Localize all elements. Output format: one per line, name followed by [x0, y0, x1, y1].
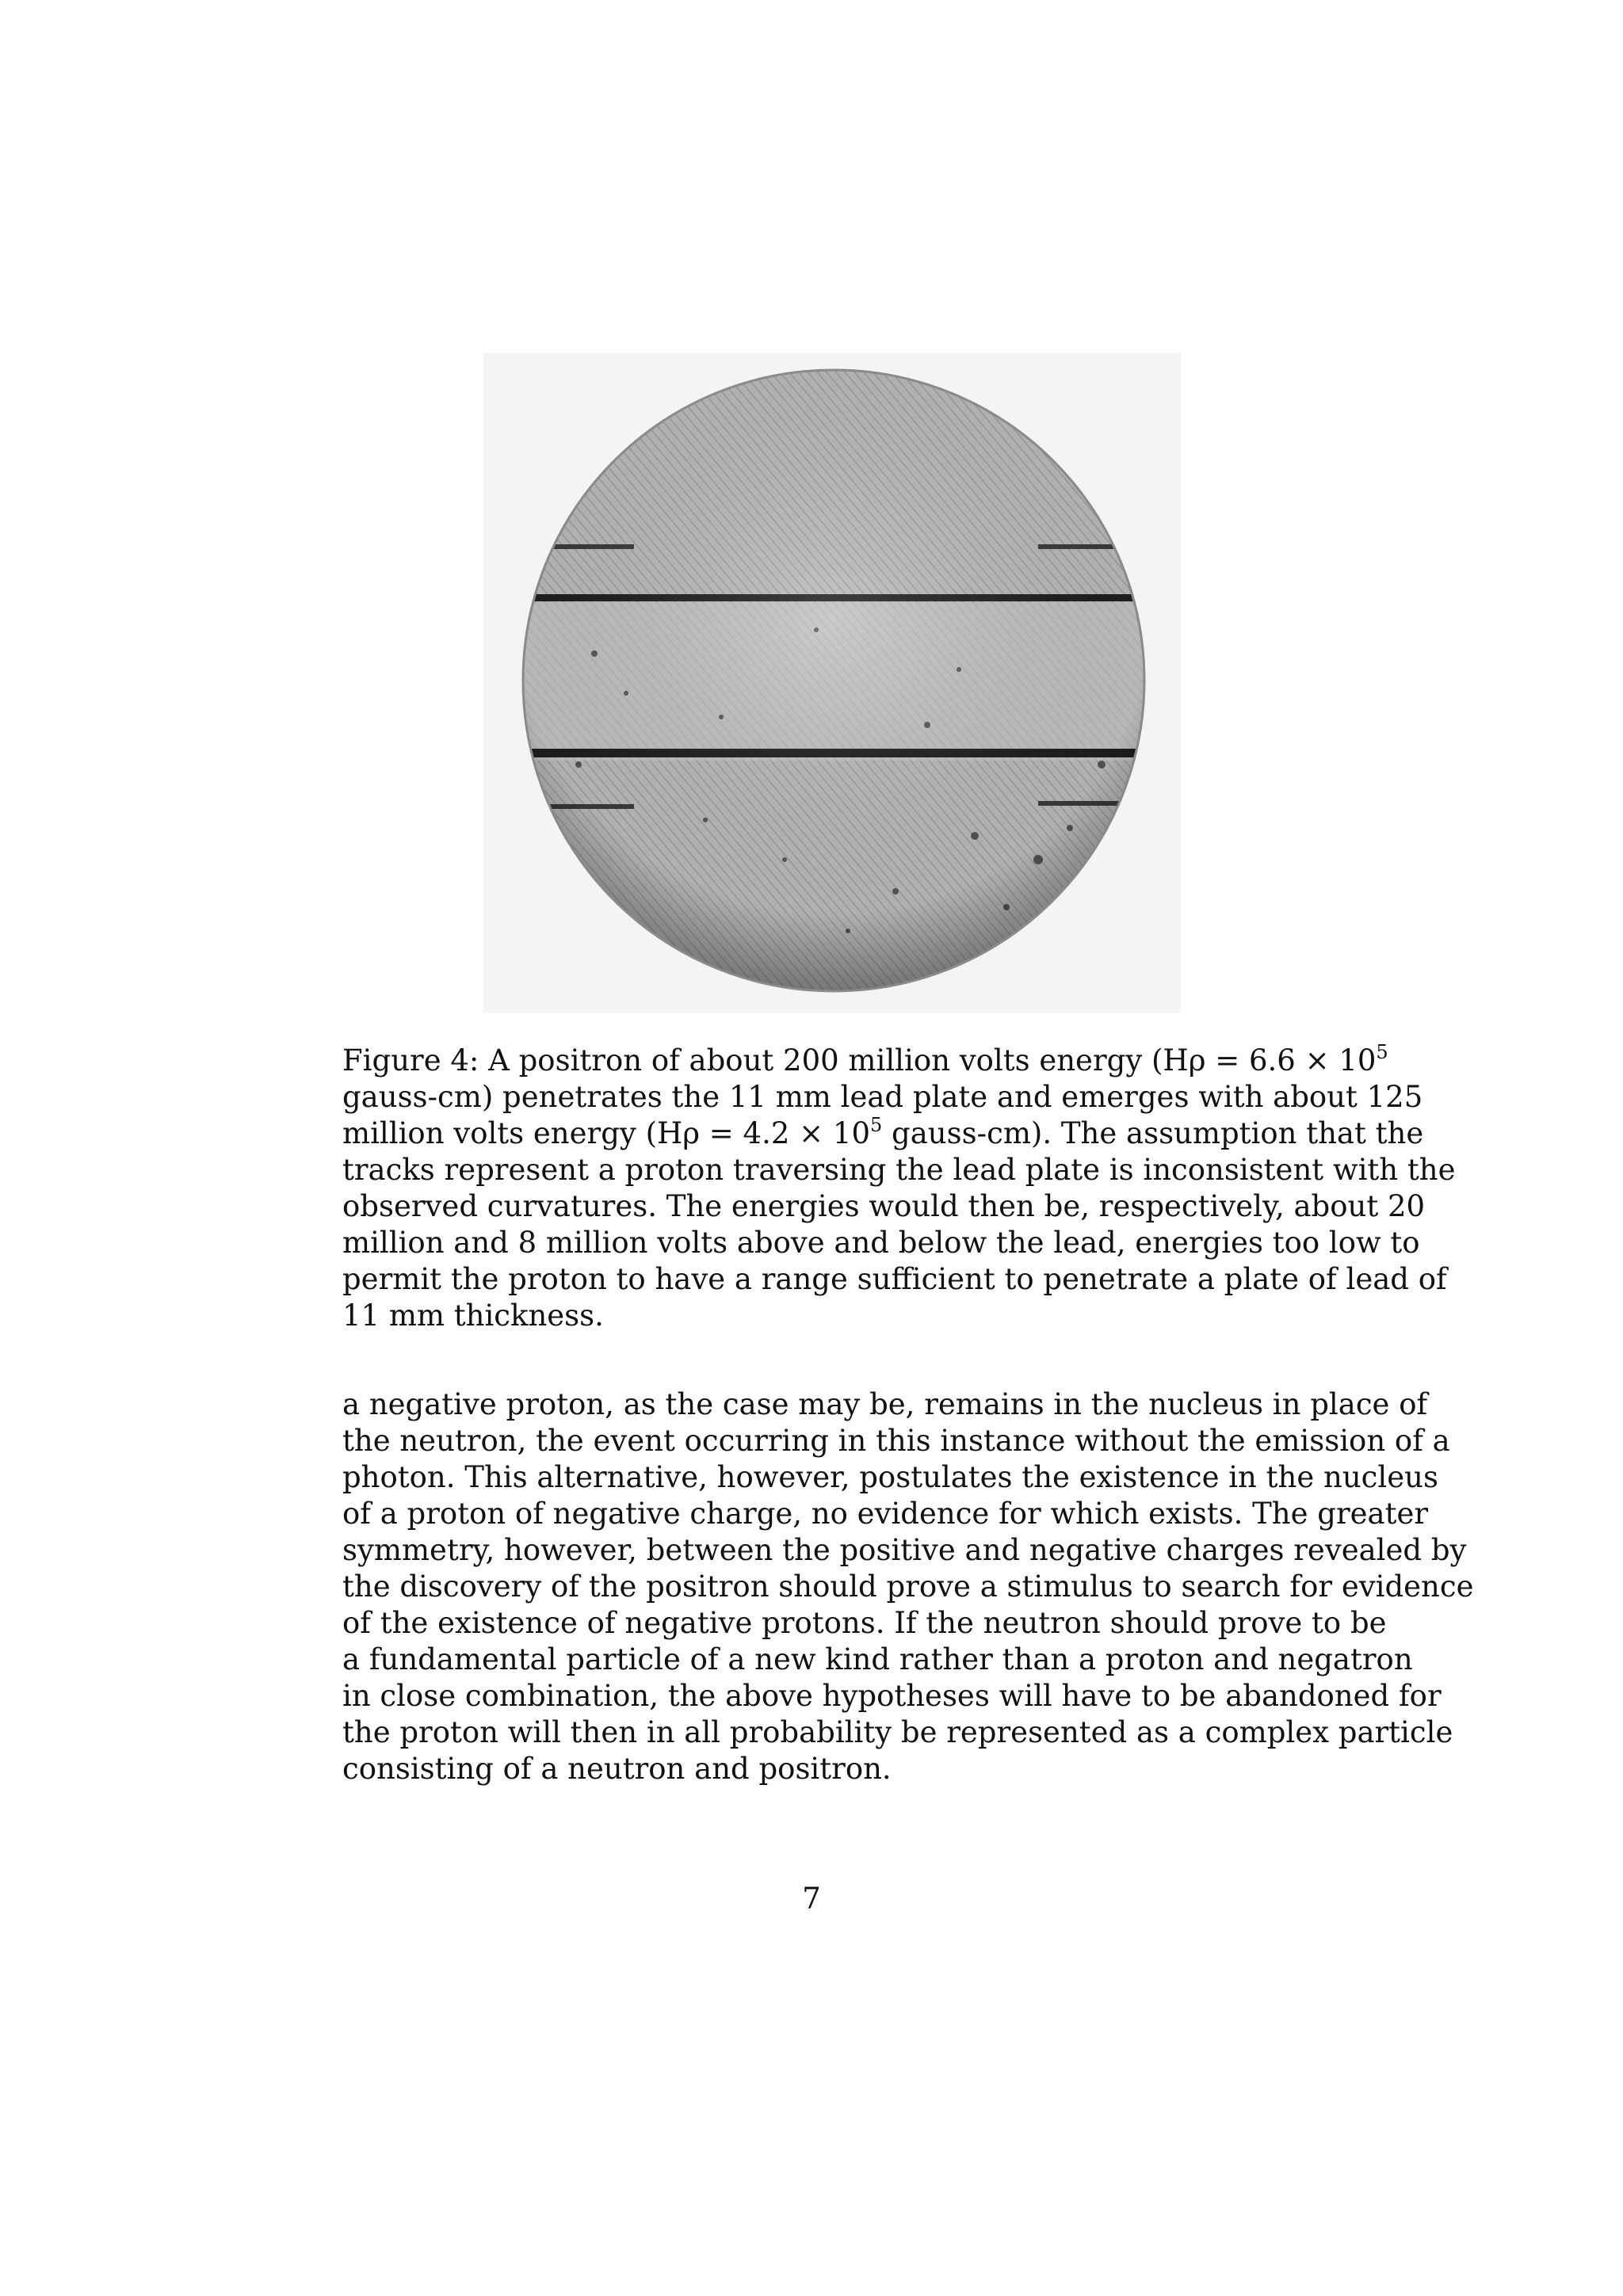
body-line: photon. This alternative, however, postulates the existence in the nucleus [342, 1460, 1438, 1494]
body-line: a negative proton, as the case may be, remains in the nucleus in place of [342, 1387, 1428, 1421]
body-line: the proton will then in all probability be represented as a complex particle [342, 1715, 1453, 1749]
figure-label: Figure 4: [342, 1043, 479, 1077]
body-line: of a proton of negative charge, no evidence for which exists. The greater [342, 1497, 1429, 1531]
caption-line-8: 11 mm thickness. [342, 1299, 604, 1333]
body-line: consisting of a neutron and positron. [342, 1752, 892, 1786]
body-line: the discovery of the positron should prove a stimulus to search for evidence [342, 1569, 1474, 1604]
page-number: 7 [802, 1882, 821, 1916]
caption-line-6: million and 8 million volts above and below the lead, energies too low to [342, 1226, 1420, 1260]
cloud-chamber-photograph [483, 353, 1181, 1013]
caption-line-1: Figure 4: A positron of about 200 million volts energy ($H\rho = 6.6 \times 10^5$ [342, 1041, 1388, 1077]
body-line: in close combination, the above hypotheses will have to be abandoned for [342, 1679, 1442, 1713]
body-line: of the existence of negative protons. If the neutron should prove to be [342, 1606, 1387, 1640]
body-line: a fundamental particle of a new kind rather than a proton and negatron [342, 1642, 1413, 1676]
body-line: symmetry, however, between the positive and negative charges revealed by [342, 1533, 1467, 1567]
body-paragraph [342, 1386, 1474, 1787]
figure-caption [342, 1041, 1456, 1334]
caption-line-3: million volts energy ($H\rho = 4.2 \times 10^5$ gauss-cm). The assumption that the [342, 1114, 1424, 1150]
caption-line-4: tracks represent a proton traversing the lead plate is inconsistent with the [342, 1153, 1456, 1187]
caption-line-2: gauss-cm) penetrates the 11 mm lead plate and emerges with about 125 [342, 1080, 1423, 1114]
cloud-chamber-image [483, 353, 1181, 1013]
caption-line-5: observed curvatures. The energies would then be, respectively, about 20 [342, 1189, 1426, 1223]
body-line: the neutron, the event occurring in this instance without the emission of a [342, 1424, 1450, 1458]
caption-line-7: permit the proton to have a range sufficient to penetrate a plate of lead of [342, 1262, 1447, 1296]
